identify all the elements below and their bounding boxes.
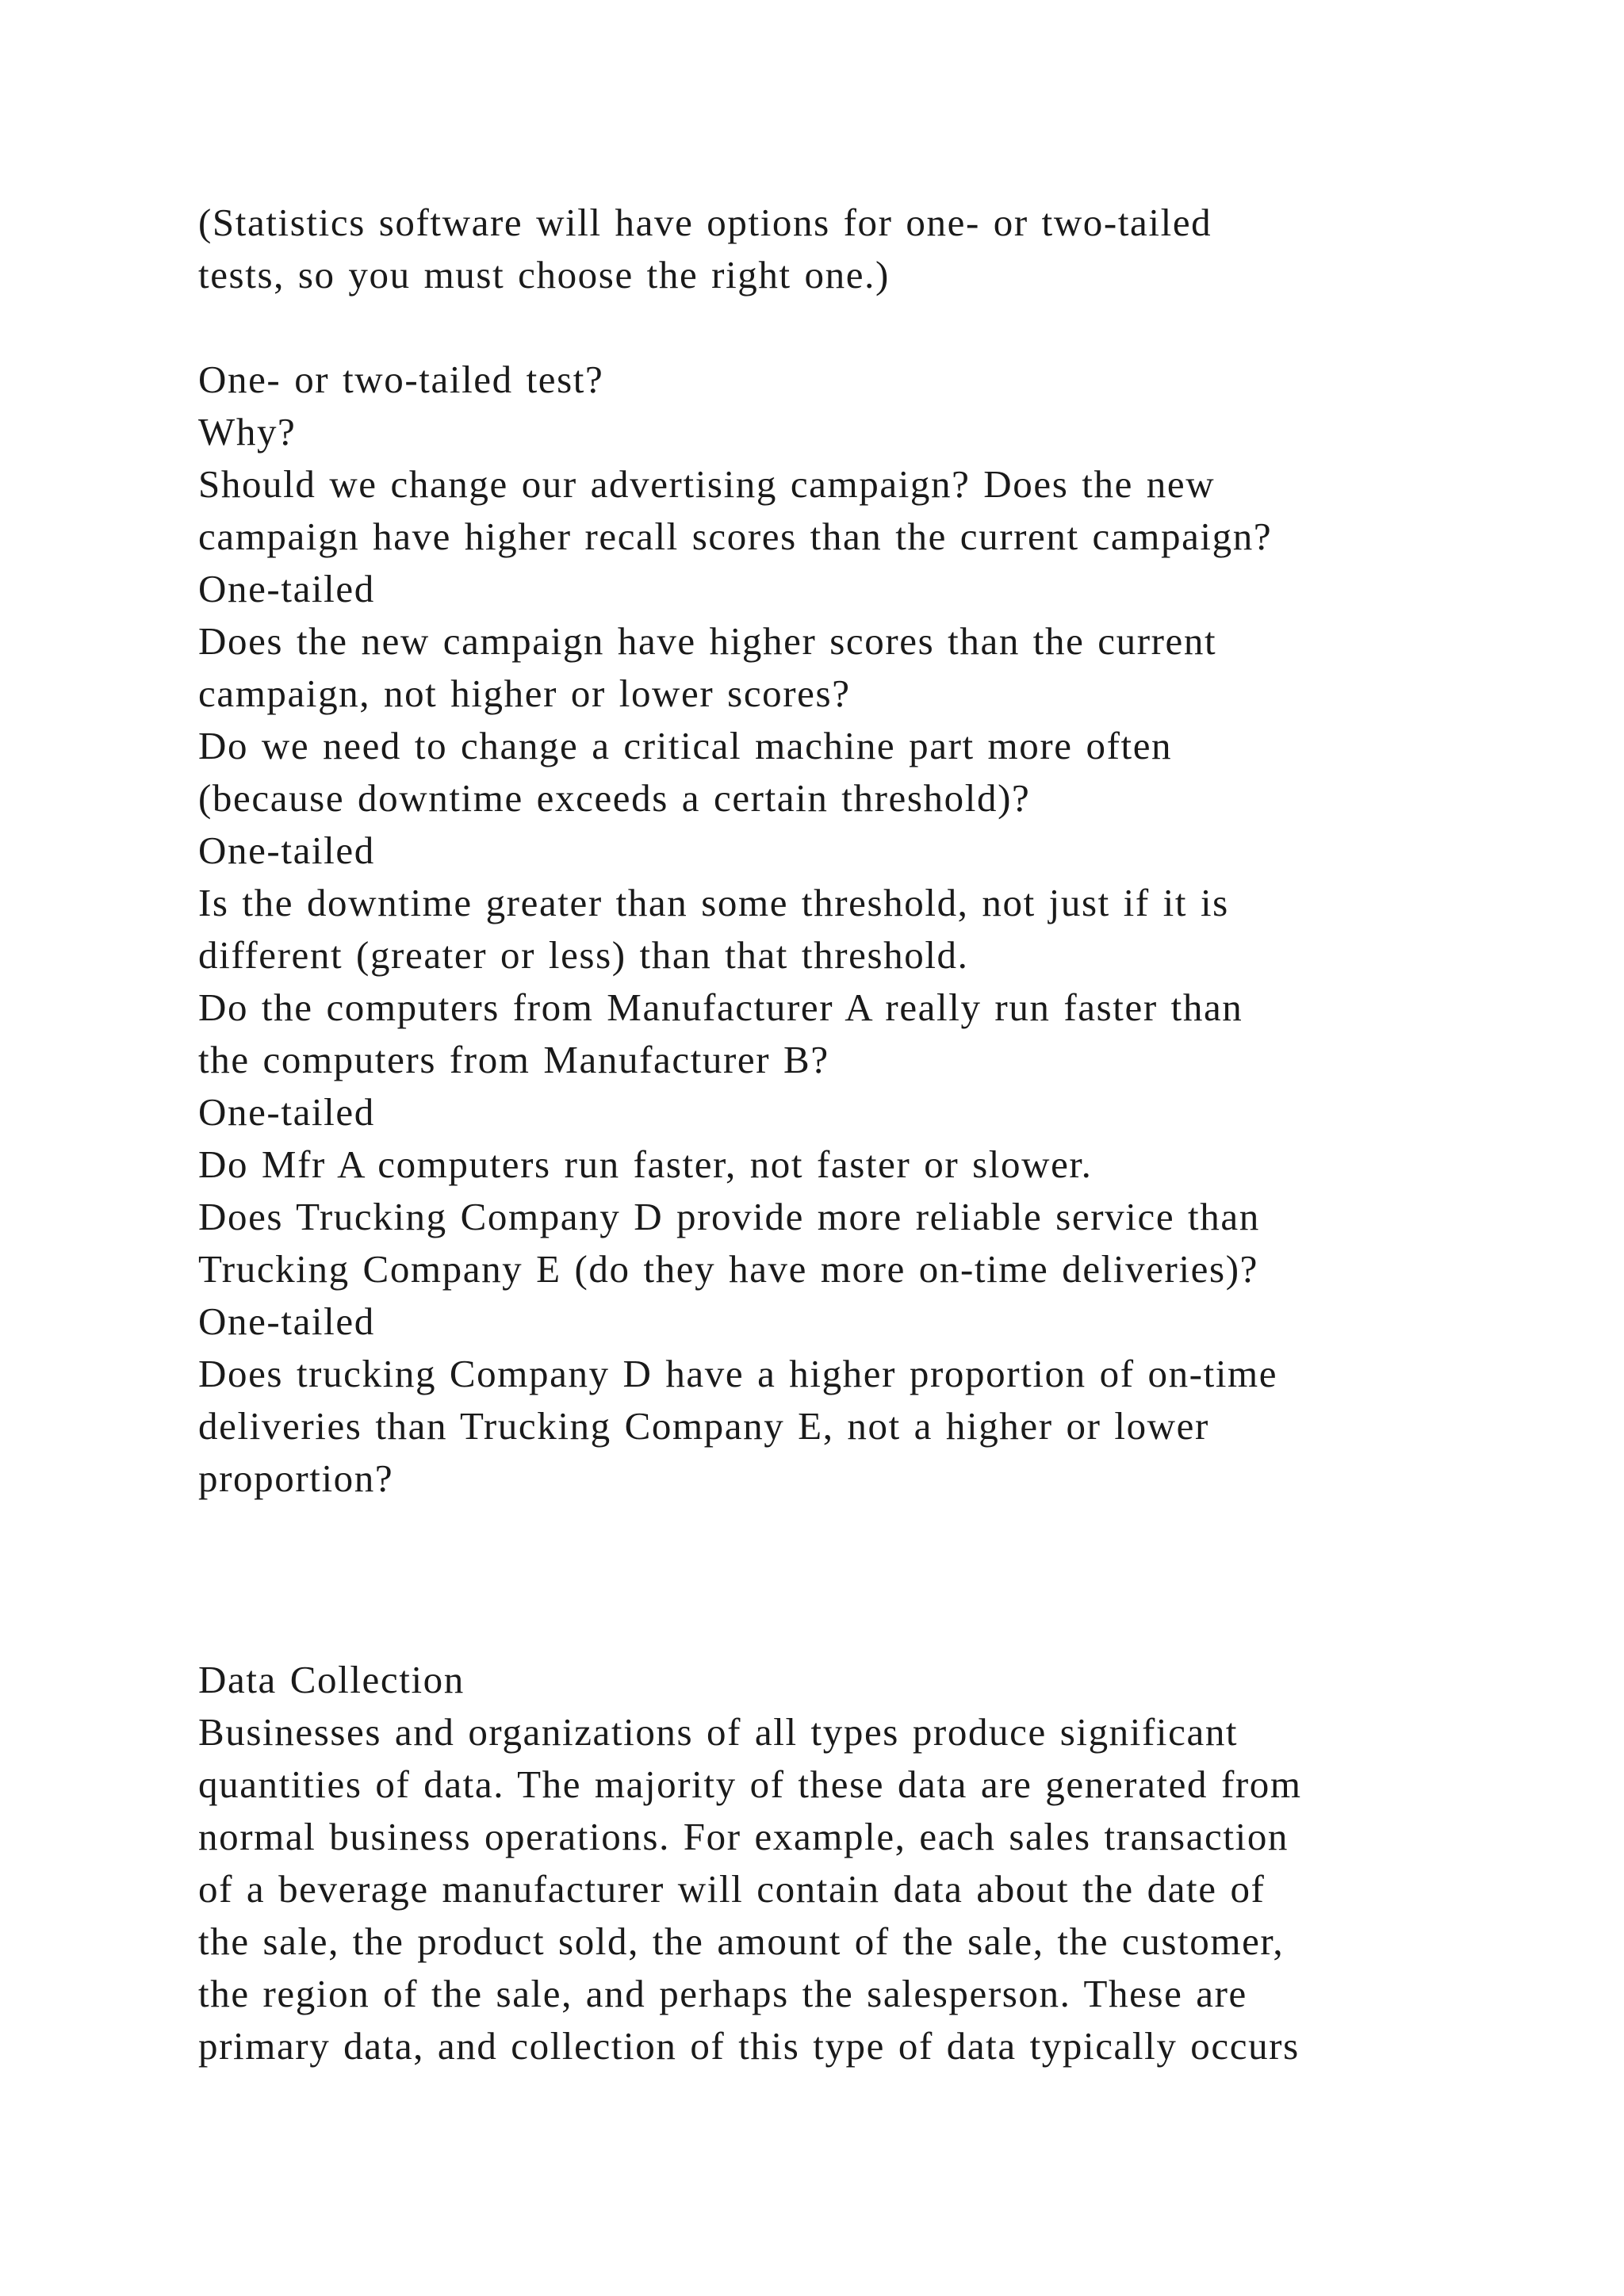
example-4-reason-line-3: proportion? xyxy=(198,1456,394,1500)
example-3-question-line-2: the computers from Manufacturer B? xyxy=(198,1038,829,1081)
hypothesis-test-section xyxy=(198,197,1546,1505)
example-1-question-line-1: Should we change our advertising campaign? Does the new xyxy=(198,462,1216,506)
example-2-reason-line-2: different (greater or less) than that threshold. xyxy=(198,933,969,977)
example-4-question-line-2: Trucking Company E (do they have more on-time deliveries)? xyxy=(198,1247,1258,1291)
example-4-reason-line-1: Does trucking Company D have a higher proportion of on-time xyxy=(198,1352,1278,1395)
data-collection-section xyxy=(198,1654,1546,2072)
paragraph-line-2: quantities of data. The majority of these data are generated from xyxy=(198,1762,1302,1806)
intro-line-2: tests, so you must choose the right one.) xyxy=(198,253,890,297)
section-heading-data-collection: Data Collection xyxy=(198,1658,465,1701)
blank-line xyxy=(198,301,1546,354)
example-2-reason-line-1: Is the downtime greater than some threshold, not just if it is xyxy=(198,881,1229,924)
example-1-answer: One-tailed xyxy=(198,567,375,610)
example-1-question-line-2: campaign have higher recall scores than the current campaign? xyxy=(198,515,1273,558)
example-3-reason: Do Mfr A computers run faster, not faster or slower. xyxy=(198,1142,1093,1186)
paragraph-line-5: the sale, the product sold, the amount of the sale, the customer, xyxy=(198,1919,1285,1963)
paragraph-line-4: of a beverage manufacturer will contain data about the date of xyxy=(198,1867,1266,1911)
why-heading: Why? xyxy=(198,410,297,453)
example-3-question-line-1: Do the computers from Manufacturer A really run faster than xyxy=(198,985,1243,1029)
example-1-reason-line-1: Does the new campaign have higher scores than the current xyxy=(198,619,1217,663)
example-2-answer: One-tailed xyxy=(198,828,375,872)
example-1-reason-line-2: campaign, not higher or lower scores? xyxy=(198,672,851,715)
example-2-question-line-2: (because downtime exceeds a certain threshold)? xyxy=(198,776,1031,820)
example-4-reason-line-2: deliveries than Trucking Company E, not a higher or lower xyxy=(198,1404,1209,1448)
example-2-question-line-1: Do we need to change a critical machine part more often xyxy=(198,724,1173,767)
paragraph-line-3: normal business operations. For example, each sales transaction xyxy=(198,1815,1289,1858)
paragraph-line-6: the region of the sale, and perhaps the salesperson. These are xyxy=(198,1972,1247,2015)
example-4-question-line-1: Does Trucking Company D provide more reliable service than xyxy=(198,1195,1260,1238)
example-3-answer: One-tailed xyxy=(198,1090,375,1134)
question-heading: One- or two-tailed test? xyxy=(198,358,604,401)
paragraph-line-7: primary data, and collection of this type of data typically occurs xyxy=(198,2024,1300,2068)
paragraph-line-1: Businesses and organizations of all types produce significant xyxy=(198,1710,1239,1754)
intro-line-1: (Statistics software will have options for one- or two-tailed xyxy=(198,201,1212,244)
example-4-answer: One-tailed xyxy=(198,1299,375,1343)
